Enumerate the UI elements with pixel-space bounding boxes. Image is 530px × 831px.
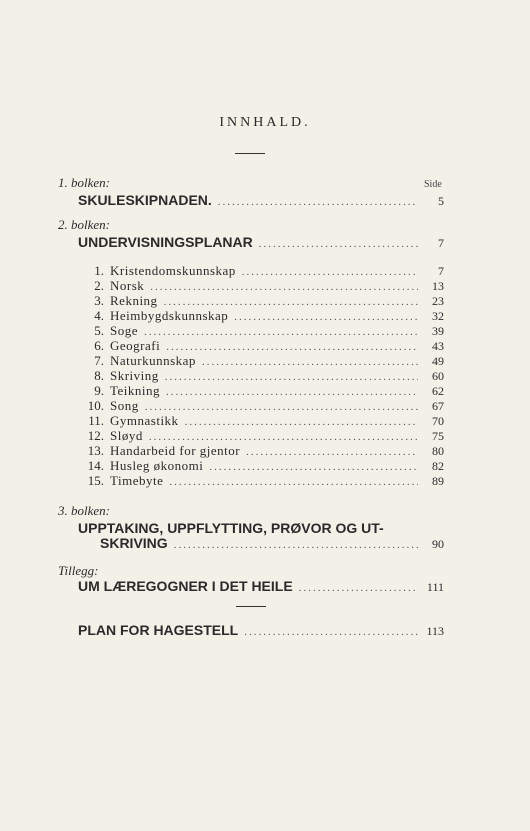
item-page: 75	[432, 429, 444, 443]
item-number: 3.	[94, 293, 104, 308]
item-number: 8.	[94, 368, 104, 383]
part-1-label: 1. bolken:	[58, 175, 110, 190]
leader-dots	[166, 341, 418, 353]
section-divider	[236, 606, 266, 607]
item-page: 39	[432, 324, 444, 338]
item-page: 43	[432, 339, 444, 353]
item-page: 49	[432, 354, 444, 368]
leader-dots	[244, 626, 418, 638]
list-item	[78, 458, 444, 474]
leader-dots	[165, 371, 418, 383]
part-3-heading-entry	[100, 535, 444, 552]
leader-dots	[299, 582, 418, 594]
part-3-page: 90	[432, 537, 444, 551]
item-number: 1.	[94, 263, 104, 278]
side-column-label: Side	[424, 179, 442, 190]
list-item	[78, 353, 444, 369]
part-1-page: 5	[438, 194, 444, 208]
item-page: 62	[432, 384, 444, 398]
item-name: Handarbeid for gjentor	[110, 443, 241, 458]
leader-dots	[144, 326, 418, 338]
item-page: 67	[432, 399, 444, 413]
part-2-label: 2. bolken:	[58, 217, 110, 232]
final-page: 113	[426, 624, 444, 638]
leader-dots	[150, 281, 418, 293]
part-1-heading: SKULESKIPNADEN.	[78, 192, 212, 208]
item-name: Soge	[110, 323, 138, 338]
leader-dots	[169, 476, 418, 488]
item-name: Rekning	[110, 293, 158, 308]
item-name: Kristendomskunnskap	[110, 263, 236, 278]
item-page: 23	[432, 294, 444, 308]
item-number: 2.	[94, 278, 104, 293]
item-page: 70	[432, 414, 444, 428]
item-number: 5.	[94, 323, 104, 338]
list-item	[78, 263, 444, 279]
appendix-heading: UM LÆREGOGNER I DET HEILE	[78, 578, 293, 594]
item-number: 9.	[94, 383, 104, 398]
final-heading: PLAN FOR HAGESTELL	[78, 622, 239, 638]
item-page: 82	[432, 459, 444, 473]
item-name: Naturkunnskap	[110, 353, 196, 368]
item-name: Skriving	[110, 368, 159, 383]
list-item	[78, 443, 444, 459]
item-name: Song	[110, 398, 139, 413]
part-3-label: 3. bolken:	[58, 503, 110, 518]
part-3-heading-line1: UPPTAKING, UPPFLYTTING, PRØVOR OG UT-	[78, 520, 384, 536]
item-name: Heimbygdskunnskap	[110, 308, 229, 323]
item-page: 89	[432, 474, 444, 488]
item-page: 13	[432, 279, 444, 293]
leader-dots	[185, 416, 418, 428]
item-name: Geografi	[110, 338, 161, 353]
list-item	[78, 428, 444, 444]
item-number: 12.	[87, 428, 104, 443]
item-name: Sløyd	[110, 428, 143, 443]
item-name: Teikning	[110, 383, 161, 398]
list-item	[78, 323, 444, 339]
item-number: 13.	[87, 443, 104, 458]
list-item	[78, 398, 444, 414]
item-number: 6.	[94, 338, 104, 353]
leader-dots	[246, 446, 418, 458]
list-item	[78, 278, 444, 294]
part-1-heading-entry	[78, 192, 444, 209]
item-number: 10.	[87, 398, 104, 413]
appendix-label: Tillegg:	[58, 563, 99, 578]
list-item	[78, 338, 444, 354]
item-number: 14.	[87, 458, 104, 473]
item-number: 7.	[94, 353, 104, 368]
item-number: 4.	[94, 308, 104, 323]
item-name: Norsk	[110, 278, 145, 293]
leader-dots	[242, 266, 418, 278]
part-2-heading: UNDERVISNINGSPLANAR	[78, 234, 253, 250]
leader-dots	[234, 311, 418, 323]
item-page: 80	[432, 444, 444, 458]
item-page: 60	[432, 369, 444, 383]
leader-dots	[174, 539, 418, 551]
leader-dots	[202, 356, 418, 368]
leader-dots	[164, 296, 418, 308]
part-3-heading-line2: SKRIVING	[100, 535, 168, 551]
list-item	[78, 368, 444, 384]
page-title: INNHALD.	[219, 115, 311, 130]
item-name: Timebyte	[110, 473, 164, 488]
item-name: Gymnastikk	[110, 413, 179, 428]
list-item	[78, 383, 444, 399]
part-2-heading-entry	[78, 234, 444, 251]
part-2-page: 7	[438, 236, 444, 250]
appendix-heading-entry	[78, 578, 444, 595]
item-page: 32	[432, 309, 444, 323]
leader-dots	[166, 386, 418, 398]
list-item	[78, 413, 444, 429]
appendix-page: 111	[426, 580, 444, 594]
list-item	[78, 473, 444, 489]
leader-dots	[209, 461, 418, 473]
item-number: 15.	[87, 473, 104, 488]
leader-dots	[145, 401, 418, 413]
item-name: Husleg økonomi	[110, 458, 204, 473]
item-number: 11.	[88, 413, 104, 428]
leader-dots	[218, 196, 418, 208]
leader-dots	[149, 431, 418, 443]
list-item	[78, 308, 444, 324]
list-item	[78, 293, 444, 309]
final-heading-entry	[78, 622, 444, 639]
title-divider	[235, 153, 265, 154]
leader-dots	[259, 238, 418, 250]
item-page: 7	[438, 264, 444, 278]
